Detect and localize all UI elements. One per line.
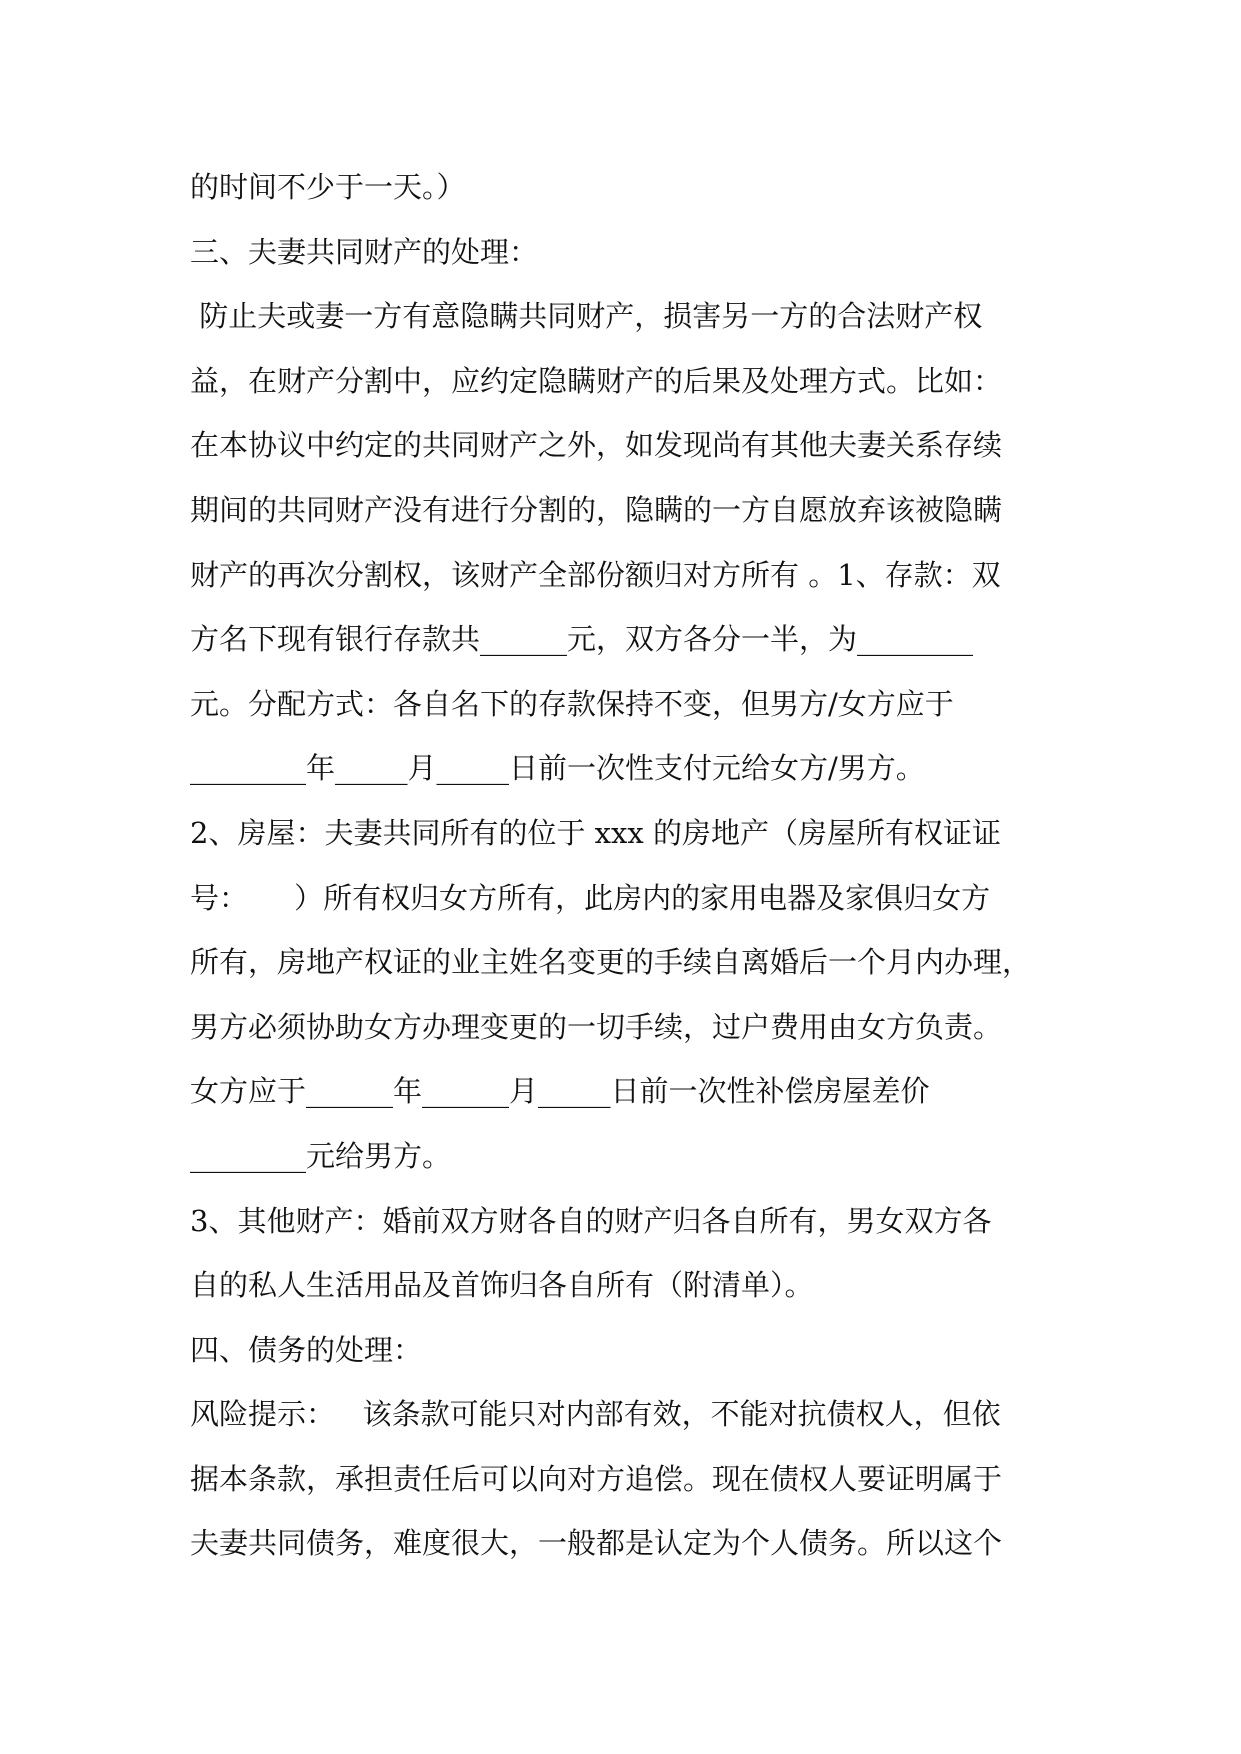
text-line: 防止夫或妻一方有意隐瞒共同财产，损害另一方的合法财产权 bbox=[190, 299, 983, 334]
text-line: 在本协议中约定的共同财产之外，如发现尚有其他夫妻关系存续 bbox=[190, 428, 1003, 463]
text-line: 期间的共同财产没有进行分割的，隐瞒的一方自愿放弃该被隐瞒 bbox=[190, 492, 1003, 527]
text-line: 夫妻共同债务，难度很大，一般都是认定为个人债务。所以这个 bbox=[190, 1526, 1003, 1561]
text-line: 所有，房地产权证的业主姓名变更的手续自离婚后一个月内办理， bbox=[190, 945, 1032, 980]
text-line: 3、其他财产：婚前双方财各自的财产归各自所有，男女双方各 bbox=[190, 1203, 992, 1238]
text-line: 自的私人生活用品及首饰归各自所有（附清单）。 bbox=[190, 1268, 814, 1303]
text-line: ________元给男方。 bbox=[190, 1138, 452, 1173]
text-line: 元。分配方式：各自名下的存款保持不变，但男方/女方应于 bbox=[190, 686, 954, 721]
document-body bbox=[190, 155, 1070, 1576]
text-line: 2、房屋：夫妻共同所有的位于 xxx 的房地产（房屋所有权证证 bbox=[190, 815, 1001, 850]
text-line: 益，在财产分割中，应约定隐瞒财产的后果及处理方式。比如： bbox=[190, 363, 1003, 398]
text-line: ________年_____月_____日前一次性支付元给女方/男方。 bbox=[190, 751, 925, 786]
text-line: 号： ）所有权归女方所有，此房内的家用电器及家俱归女方 bbox=[190, 880, 991, 915]
section-heading-property: 三、夫妻共同财产的处理： bbox=[190, 234, 539, 269]
text-line: 据本条款，承担责任后可以向对方追偿。现在债权人要证明属于 bbox=[190, 1461, 1003, 1496]
text-line: 财产的再次分割权，该财产全部份额归对方所有 。1、存款：双 bbox=[190, 557, 1001, 592]
text-line: 男方必须协助女方办理变更的一切手续，过户费用由女方负责。 bbox=[190, 1009, 1003, 1044]
text-line: 方名下现有银行存款共______元，双方各分一半，为________ bbox=[190, 622, 974, 657]
text-line: 风险提示： 该条款可能只对内部有效，不能对抗债权人，但依 bbox=[190, 1397, 1001, 1432]
text-line: 女方应于______年______月_____日前一次性补偿房屋差价 bbox=[190, 1074, 930, 1109]
section-heading-debt: 四、债务的处理： bbox=[190, 1332, 423, 1367]
text-line: 的时间不少于一天。） bbox=[190, 170, 466, 204]
